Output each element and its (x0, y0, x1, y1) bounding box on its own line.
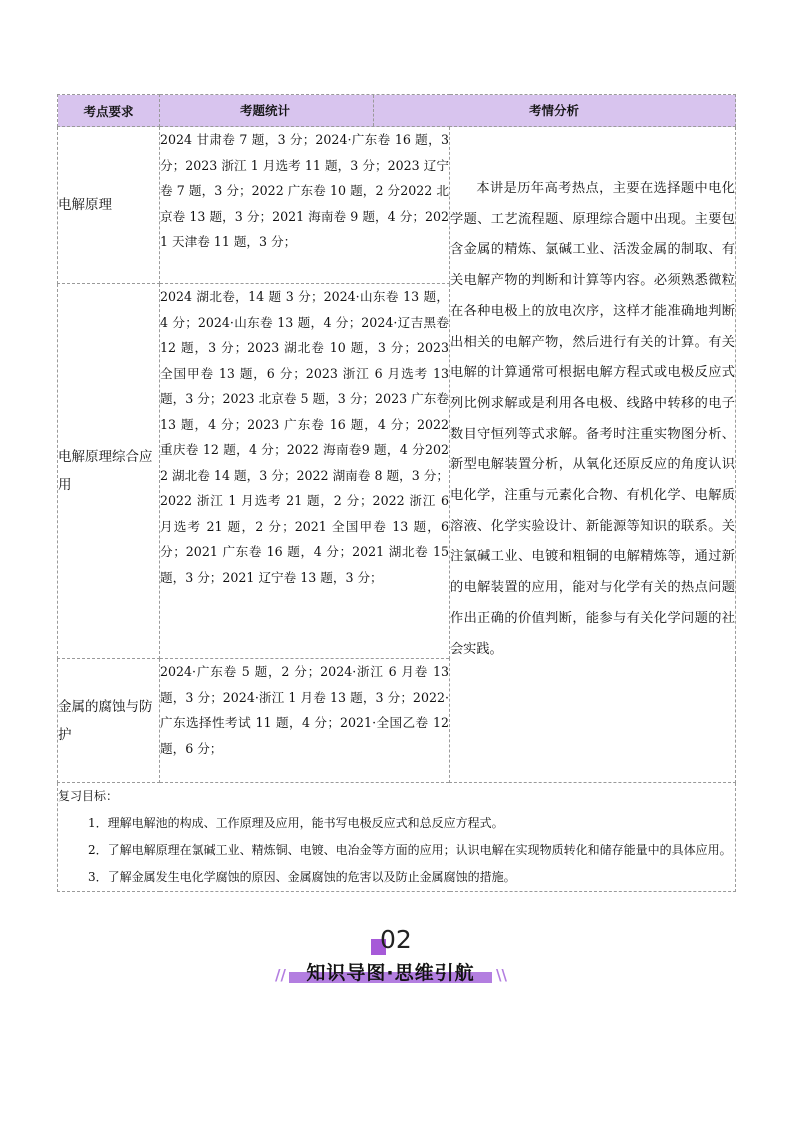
stats-cell: 2024 湖北卷，14 题 3 分；2024·山东卷 13 题，4 分；2024·山东卷 13 题，4 分；2024·辽吉黑卷 12 题，3 分；2023 湖北卷 10 题，3 分；2023 全国甲卷 13 题，6 分；2023 浙江 6 月选考 13 题，3 分；2023 北京卷 5 题，3 分；2023 广东卷 13 题，4 分；2023 广东卷 16 题，4 分；2022 重庆卷 12 题，4 分；2022 海南卷9 题，4 分2022 湖北卷 14 题，3 分；2022 湖南卷 8 题，3 分；2022 浙江 1 月选考 21 题，2 分；2022 浙江 6 月选考 21 题，2 分；2021 全国甲卷 13 题，6 分；2021 广东卷 16 题，4 分；2021 湖北卷 15 题，3 分；2021 辽宁卷 13 题，3 分； (160, 284, 450, 659)
analysis-text: 本讲是历年高考热点，主要在选择题中电化学题、工艺流程题、原理综合题中出现。主要包含金属的精炼、氯碱工业、活泼金属的制取、有关电解产物的判断和计算等内容。必须熟悉微粒在各种电极上的放电次序，这样才能准确地判断出相关的电解产物，然后进行有关的计算。有关电解的计算通常可根据电解方程式或电极反应式列比例求解或是利用各电极、线路中转移的电子数目守恒列等式求解。备考时注重实物图分析、新型电解装置分析，从氧化还原反应的角度认识电化学，注重与元素化合物、有机化学、电解质溶液、化学实验设计、新能源等知识的联系。关注氯碱工业、电镀和粗铜的电解精炼等，通过新的电解装置的应用，能对与化学有关的热点问题作出正确的价值判断，能参与有关化学问题的社会实践。 (450, 181, 735, 657)
section-title: 知识导图·思维引航 (306, 962, 475, 984)
goal-item: 3．了解金属发生电化学腐蚀的原因、金属腐蚀的危害以及防止金属腐蚀的措施。 (88, 870, 516, 884)
review-goals-cell (58, 783, 736, 892)
header-analysis: 考情分析 (528, 103, 579, 118)
header-row-rest (160, 95, 736, 127)
right-slash-decoration: \\ (496, 966, 507, 984)
left-slash-decoration: // (275, 966, 286, 984)
goal-item: 1．理解电解池的构成、工作原理及应用，能书写电极反应式和总反应方程式。 (88, 816, 504, 830)
topic-cell: 金属的腐蚀与防护 (58, 659, 160, 783)
stats-cell: 2024·广东卷 5 题，2 分；2024·浙江 6 月卷 13 题，3 分；2024·浙江 1 月卷 13 题，3 分；2022·广东选择性考试 11 题，4 分；2021·全国乙卷 12 题，6 分； (160, 659, 450, 783)
exam-analysis-table (57, 94, 736, 892)
header-statistics: 考题统计 (239, 103, 290, 118)
topic-cell: 电解原理综合应用 (58, 284, 160, 659)
topic-cell: 电解原理 (58, 127, 160, 284)
stats-cell: 2024 甘肃卷 7 题，3 分；2024·广东卷 16 题，3 分；2023 浙江 1 月选考 11 题，3 分；2023 辽宁卷 7 题，3 分；2022 广东卷 10 题，2 分2022 北京卷 13 题，3 分；2021 海南卷 9 题，4 分；2021 天津卷 11 题，3 分； (160, 127, 450, 284)
goals-title: 复习目标： (58, 789, 119, 803)
header-requirement: 考点要求 (58, 95, 160, 127)
analysis-cell (450, 127, 736, 783)
goal-item: 2．了解电解原理在氯碱工业、精炼铜、电镀、电冶金等方面的应用；认识电解在实现物质转化和储存能量中的具体应用。 (88, 843, 732, 857)
section-title-ribbon (289, 958, 492, 986)
section-number: 02 (380, 925, 412, 954)
